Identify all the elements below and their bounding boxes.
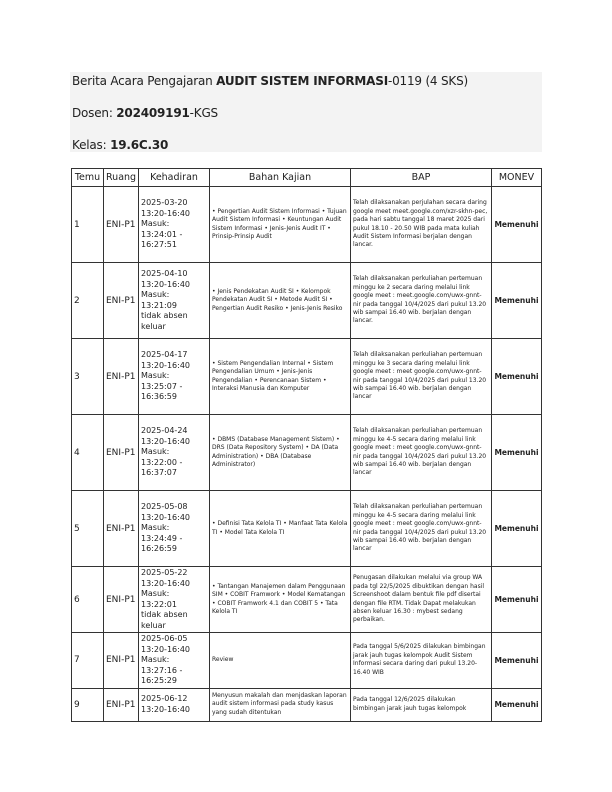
cell-bap: Penugasan dilakukan melalui via group WA pada tgl 22/5/2025 dibuktikan dengan hasil Screenshoot dalam bentuk file pdf disertai dengan file RTM. Tidak Dapat melakukan absen keluar 16.30 : mybest sedang perbaikan. xyxy=(351,567,492,633)
course-code: -0119 (4 SKS) xyxy=(387,74,468,88)
table-header-row xyxy=(72,169,542,187)
column-header-monev: MONEV xyxy=(492,169,542,187)
title-prefix: Berita Acara Pengajaran xyxy=(72,74,217,88)
cell-monev: Memenuhi xyxy=(492,491,542,567)
cell-kehadiran: 2025-04-24 13:20-16:40 Masuk: 13:22:00 - 16:37:07 xyxy=(139,415,210,491)
cell-bap: Pada tanggal 12/6/2025 dilakukan bimbingan jarak jauh tugas kelompok xyxy=(351,688,492,721)
cell-ruang: ENI-P1 xyxy=(104,415,139,491)
cell-ruang: ENI-P1 xyxy=(104,339,139,415)
lecturer-code: -KGS xyxy=(189,106,218,120)
cell-temu: 3 xyxy=(72,339,104,415)
cell-bahan-kajian: • Pengertian Audit Sistem Informasi • Tujuan Audit Sistem Informasi • Keuntungan Audit Sistem Informasi • Jenis-Jenis Audit IT • Prinsip-Prinsip Audit xyxy=(210,187,351,263)
cell-temu: 5 xyxy=(72,491,104,567)
cell-monev: Memenuhi xyxy=(492,187,542,263)
cell-bahan-kajian: • DBMS (Database Management Sistem) • DRS (Data Repository System) • DA (Data Administration) • DBA (Database Administrator) xyxy=(210,415,351,491)
class-line xyxy=(72,138,168,152)
table-row xyxy=(72,633,542,689)
cell-monev: Memenuhi xyxy=(492,415,542,491)
class-label: Kelas: xyxy=(72,138,111,152)
cell-bahan-kajian: • Tantangan Manajemen dalam Penggunaan SIM • COBIT Framwork • Model Kematangan • COBIT Framwork 4.1 dan COBIT 5 • Tata Kelola TI xyxy=(210,567,351,633)
cell-monev: Memenuhi xyxy=(492,339,542,415)
table-row xyxy=(72,491,542,567)
column-header-temu: Temu xyxy=(72,169,104,187)
column-header-kehadiran: Kehadiran xyxy=(139,169,210,187)
cell-temu: 6 xyxy=(72,567,104,633)
document-header xyxy=(70,72,542,152)
lecturer-id: 202409191 xyxy=(116,106,190,120)
cell-temu: 7 xyxy=(72,633,104,689)
cell-bap: Telah dilaksanakan perjulahan secara daring google meet meet.google.com/xzr-skhn-pec, pada hari sabtu tanggal 18 maret 2025 dari pukul 18.10 - 20.50 WIB pada mata kuliah Audit Sistem Informasi berjalan dengan lancar. xyxy=(351,187,492,263)
cell-temu: 1 xyxy=(72,187,104,263)
cell-kehadiran: 2025-06-12 13:20-16:40 xyxy=(139,688,210,721)
table-row xyxy=(72,567,542,633)
table-row xyxy=(72,187,542,263)
table-row xyxy=(72,339,542,415)
cell-ruang: ENI-P1 xyxy=(104,263,139,339)
cell-bahan-kajian: Menyusun makalah dan menjdaskan laporan audit sistem informasi pada study kasus yang sudah ditentukan xyxy=(210,688,351,721)
cell-monev: Memenuhi xyxy=(492,633,542,689)
cell-kehadiran: 2025-05-08 13:20-16:40 Masuk: 13:24:49 - 16:26:59 xyxy=(139,491,210,567)
cell-ruang: ENI-P1 xyxy=(104,187,139,263)
cell-temu: 9 xyxy=(72,688,104,721)
cell-kehadiran: 2025-05-22 13:20-16:40 Masuk: 13:22:01 tidak absen keluar xyxy=(139,567,210,633)
table-row xyxy=(72,415,542,491)
teaching-log-table xyxy=(71,168,542,722)
cell-bahan-kajian: Review xyxy=(210,633,351,689)
cell-kehadiran: 2025-04-10 13:20-16:40 Masuk: 13:21:09 tidak absen keluar xyxy=(139,263,210,339)
column-header-bap: BAP xyxy=(351,169,492,187)
cell-ruang: ENI-P1 xyxy=(104,491,139,567)
cell-bahan-kajian: • Sistem Pengendalian Internal • Sistem Pengendalian Umum • Jenis-Jenis Pengendalian • Perencanaan Sistem • Interaksi Manusia dan Komputer xyxy=(210,339,351,415)
cell-monev: Memenuhi xyxy=(492,567,542,633)
cell-bahan-kajian: • Definisi Tata Kelola TI • Manfaat Tata Kelola TI • Model Tata Kelola TI xyxy=(210,491,351,567)
lecturer-label: Dosen: xyxy=(72,106,117,120)
cell-bap: Pada tanggal 5/6/2025 dilakukan bimbingan jarak jauh tugas kelompok Audit Sistem Informasi secara daring dari pukul 13.20-16.40 WIB xyxy=(351,633,492,689)
cell-temu: 2 xyxy=(72,263,104,339)
cell-kehadiran: 2025-04-17 13:20-16:40 Masuk: 13:25:07 - 16:36:59 xyxy=(139,339,210,415)
table-row xyxy=(72,263,542,339)
cell-monev: Memenuhi xyxy=(492,263,542,339)
course-name: AUDIT SISTEM INFORMASI xyxy=(216,74,388,88)
cell-monev: Memenuhi xyxy=(492,688,542,721)
cell-bap: Telah dilaksanakan perkuliahan pertemuan minggu ke 2 secara daring melalui link google meet : meet.google.com/uwx-gnnt-nir pada tanggal 10/4/2025 dari pukul 13.20 wib sampai 16.40 wib. berjalan dengan lancar. xyxy=(351,263,492,339)
cell-ruang: ENI-P1 xyxy=(104,688,139,721)
cell-ruang: ENI-P1 xyxy=(104,633,139,689)
cell-bap: Telah dilaksanakan perkuliahan pertemuan minggu ke 4-5 secara daring melalui link google meet : meet google.com/uwx-gnnt-nir pada tanggal 10/4/2025 dari pukul 13.20 wib sampai 16.40 wib. berjalan dengan lancar xyxy=(351,415,492,491)
cell-ruang: ENI-P1 xyxy=(104,567,139,633)
cell-kehadiran: 2025-06-05 13:20-16:40 Masuk: 13:27:16 - 16:25:29 xyxy=(139,633,210,689)
cell-bap: Telah dilaksanakan perkuliahan pertemuan minggu ke 4-5 secara daring melalui link google meet : meet google.com/uwx-gnnt-nir pada tanggal 10/4/2025 dari pukul 13.20 wib sampai 16.40 wib. berjalan dengan lancar xyxy=(351,491,492,567)
document-title xyxy=(72,74,468,88)
column-header-ruang: Ruang xyxy=(104,169,139,187)
cell-bahan-kajian: • Jenis Pendekatan Audit SI • Kelompok Pendekatan Audit SI • Metode Audit SI • Pengertian Audit Resiko • Jenis-Jenis Resiko xyxy=(210,263,351,339)
cell-kehadiran: 2025-03-20 13:20-16:40 Masuk: 13:24:01 - 16:27:51 xyxy=(139,187,210,263)
lecturer-line xyxy=(72,106,218,120)
class-value: 19.6C.30 xyxy=(110,138,169,152)
column-header-bahan-kajian: Bahan Kajian xyxy=(210,169,351,187)
cell-temu: 4 xyxy=(72,415,104,491)
table-row xyxy=(72,688,542,721)
cell-bap: Telah dilaksanakan perkuliahan pertemuan minggu ke 3 secara daring melalui link google meet : meet google.com/uwx-gnnt-nir pada tanggal 10/4/2025 dari pukul 13.20 wib sampai 16.40 wib. berjalan dengan lancar xyxy=(351,339,492,415)
